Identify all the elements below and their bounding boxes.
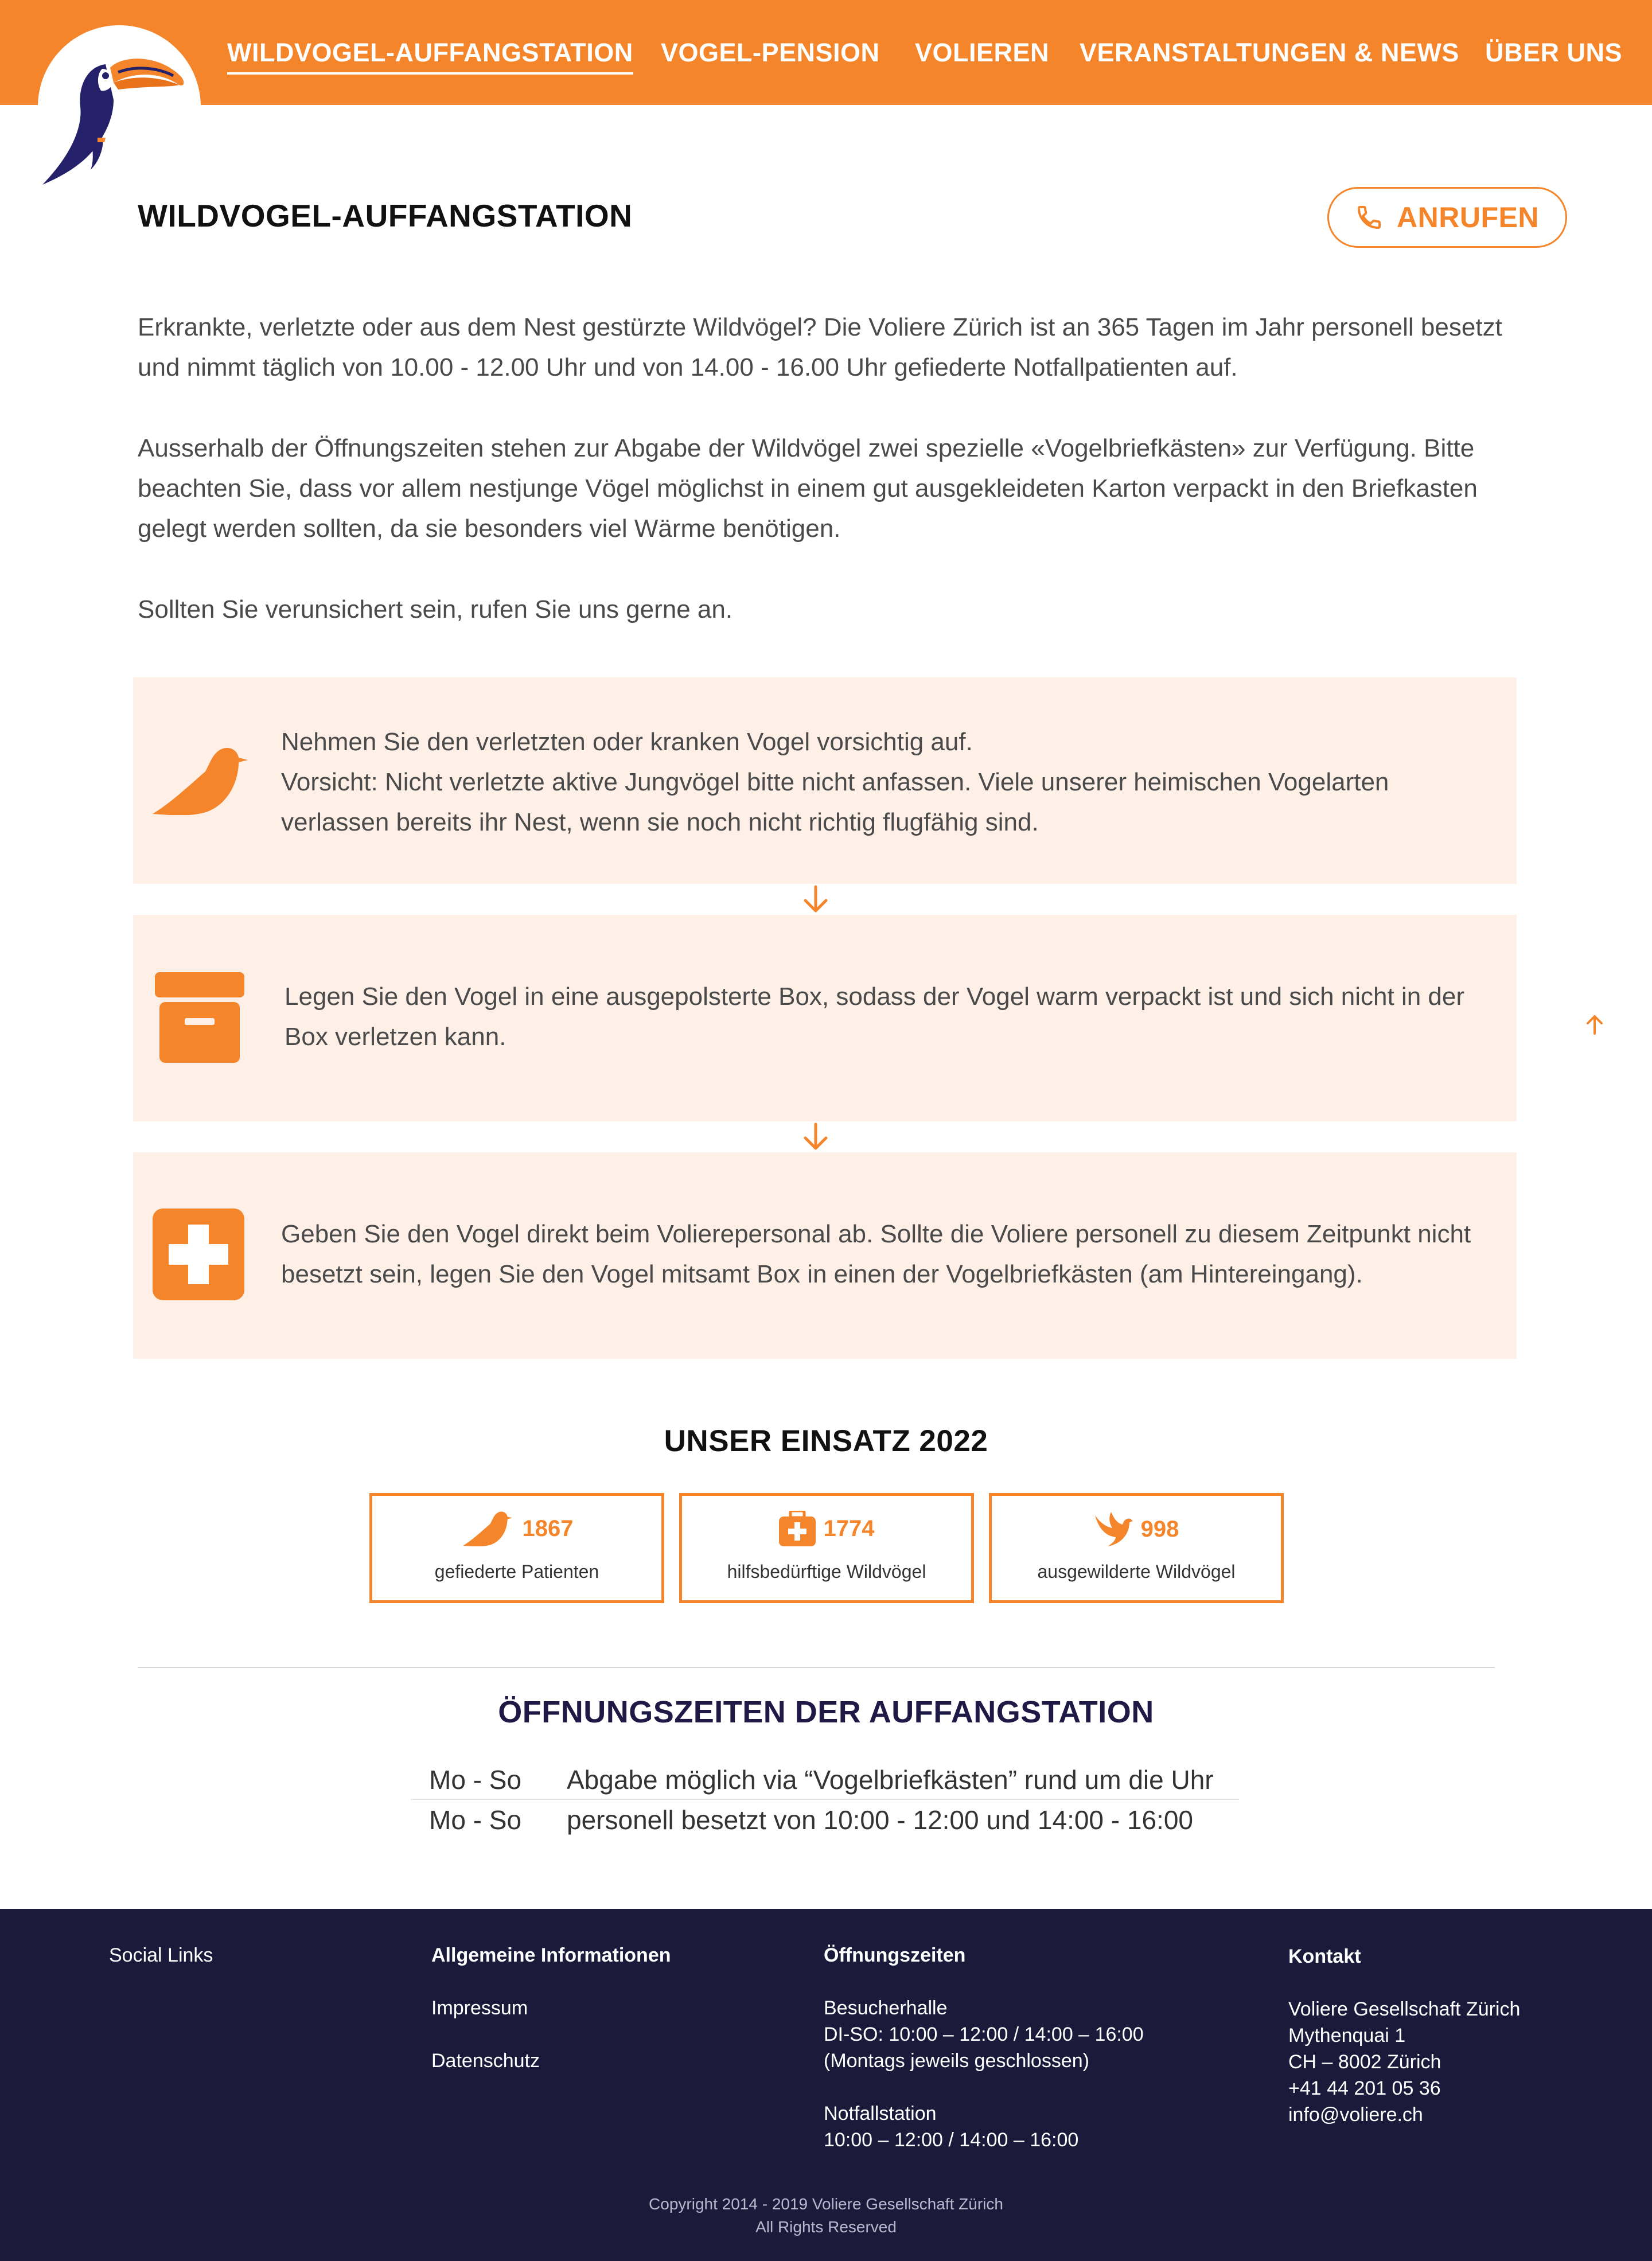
phone-icon	[1355, 204, 1383, 231]
hours-row	[411, 1800, 1239, 1840]
contact-line: Voliere Gesellschaft Zürich	[1288, 1998, 1521, 2020]
contact-phone-link[interactable]: +41 44 201 05 36	[1288, 2077, 1441, 2099]
hall-note: (Montags jeweils geschlossen)	[824, 2050, 1089, 2072]
step-card-box	[133, 915, 1517, 1121]
hours-day: Mo - So	[429, 1765, 522, 1795]
footer	[0, 1909, 1652, 2261]
bird-icon	[153, 746, 248, 815]
section-divider	[138, 1667, 1495, 1668]
hours-row	[411, 1760, 1239, 1800]
nav-item-veranstaltungen-news[interactable]: VERANSTALTUNGEN & NEWS	[1080, 38, 1459, 67]
copyright-line: Copyright 2014 - 2019 Voliere Gesellschaft Zürich	[649, 2195, 1003, 2213]
stat-value: 998	[1140, 1516, 1179, 1542]
flying-bird-icon	[1094, 1511, 1133, 1547]
contact-line: Mythenquai 1	[1288, 2025, 1406, 2046]
hall-title: Besucherhalle	[824, 1997, 948, 2019]
stat-card-released	[989, 1493, 1284, 1603]
footer-contact	[1288, 1943, 1520, 2128]
box-icon	[155, 972, 244, 1064]
copyright	[0, 2193, 1652, 2239]
footer-general-info	[431, 1942, 671, 2074]
first-aid-kit-icon	[779, 1511, 816, 1546]
stat-label: gefiederte Patienten	[434, 1561, 599, 1582]
medical-cross-icon	[153, 1209, 244, 1300]
stat-label: hilfsbedürftige Wildvögel	[727, 1561, 926, 1582]
nav-item-ueber-uns[interactable]: ÜBER UNS	[1485, 38, 1623, 67]
main-nav	[0, 0, 1652, 105]
hours-text: personell besetzt von 10:00 - 12:00 und 14:00 - 16:00	[567, 1805, 1194, 1835]
stat-card-wild-birds	[679, 1493, 974, 1603]
footer-heading: Allgemeine Informationen	[431, 1944, 671, 1966]
contact-email-link[interactable]: info@voliere.ch	[1288, 2104, 1423, 2126]
footer-opening-hours	[824, 1942, 1144, 2153]
intro-text	[138, 307, 1514, 670]
nav-item-wildvogel-auffangstation[interactable]: WILDVOGEL-AUFFANGSTATION	[227, 38, 633, 75]
hall-hours: DI-SO: 10:00 – 12:00 / 14:00 – 16:00	[824, 2024, 1144, 2045]
footer-link-datenschutz[interactable]: Datenschutz	[431, 2050, 540, 2072]
step-card-hand-over	[133, 1152, 1517, 1359]
stat-value: 1867	[522, 1515, 574, 1541]
step-text: Legen Sie den Vogel in eine ausgepolsterte Box, sodass der Vogel warm verpackt ist und sich nicht in der Box verletzen kann.	[285, 983, 1465, 1051]
step-text: Geben Sie den Vogel direkt beim Volierepersonal ab. Sollte die Voliere personell zu diesem Zeitpunkt nicht besetzt sein, legen Sie den Vogel mitsamt Box in einen der Vogelbriefkästen (am Hintereingang).	[281, 1220, 1471, 1288]
intro-paragraph: Ausserhalb der Öffnungszeiten stehen zur Abgabe der Wildvögel zwei spezielle «Vogelbriefkästen» zur Verfügung. Bitte beachten Sie, dass vor allem nestjunge Vögel möglichst in einem gut ausgekleideten Karton verpackt in den Briefkasten gelegt werden sollten, da sie besonders viel Wärme benötigen.	[138, 434, 1478, 543]
nav-item-volieren[interactable]: VOLIEREN	[915, 38, 1050, 67]
contact-line: CH – 8002 Zürich	[1288, 2051, 1441, 2073]
footer-heading: Kontakt	[1288, 1946, 1361, 1967]
copyright-line: All Rights Reserved	[755, 2218, 897, 2236]
intro-paragraph: Erkrankte, verletzte oder aus dem Nest gestürzte Wildvögel? Die Voliere Zürich ist an 365 Tagen im Jahr personell besetzt und nimmt täglich von 10.00 - 12.00 Uhr und von 14.00 - 16.00 Uhr gefiederte Notfallpatienten auf.	[138, 313, 1502, 381]
back-to-top-icon[interactable]	[1584, 1013, 1605, 1036]
hours-table	[411, 1760, 1239, 1840]
call-button[interactable]	[1327, 187, 1567, 248]
footer-heading: Öffnungszeiten	[824, 1944, 966, 1966]
intro-paragraph: Sollten Sie verunsichert sein, rufen Sie uns gerne an.	[138, 595, 733, 623]
emergency-hours: 10:00 – 12:00 / 14:00 – 16:00	[824, 2129, 1079, 2151]
footer-social-links	[109, 1942, 213, 1968]
stat-label: ausgewilderte Wildvögel	[1037, 1561, 1236, 1582]
hours-day: Mo - So	[429, 1805, 522, 1835]
nav-item-vogel-pension[interactable]: VOGEL-PENSION	[661, 38, 880, 67]
hours-title: ÖFFNUNGSZEITEN DER AUFFANGSTATION	[498, 1695, 1154, 1729]
step-text: Nehmen Sie den verletzten oder kranken Vogel vorsichtig auf. Vorsicht: Nicht verletzte aktive Jungvögel bitte nicht anfassen. Viele unserer heimischen Vogelarten verlassen bereits ihr Nest, wenn sie noch nicht richtig flugfähig sind.	[281, 728, 1389, 836]
social-links-label: Social Links	[109, 1944, 213, 1966]
stats-title: UNSER EINSATZ 2022	[664, 1424, 988, 1458]
hours-text: Abgabe möglich via “Vogelbriefkästen” rund um die Uhr	[567, 1765, 1214, 1795]
page-title: WILDVOGEL-AUFFANGSTATION	[138, 198, 633, 233]
arrow-down-icon	[800, 883, 832, 915]
arrow-down-icon	[800, 1121, 832, 1153]
call-button-label: ANRUFEN	[1397, 201, 1539, 233]
emergency-title: Notfallstation	[824, 2103, 937, 2124]
bird-icon	[461, 1511, 515, 1546]
step-card-pick-up	[133, 677, 1517, 884]
stat-value: 1774	[823, 1515, 875, 1541]
footer-link-impressum[interactable]: Impressum	[431, 1997, 528, 2019]
stat-card-patients	[369, 1493, 664, 1603]
